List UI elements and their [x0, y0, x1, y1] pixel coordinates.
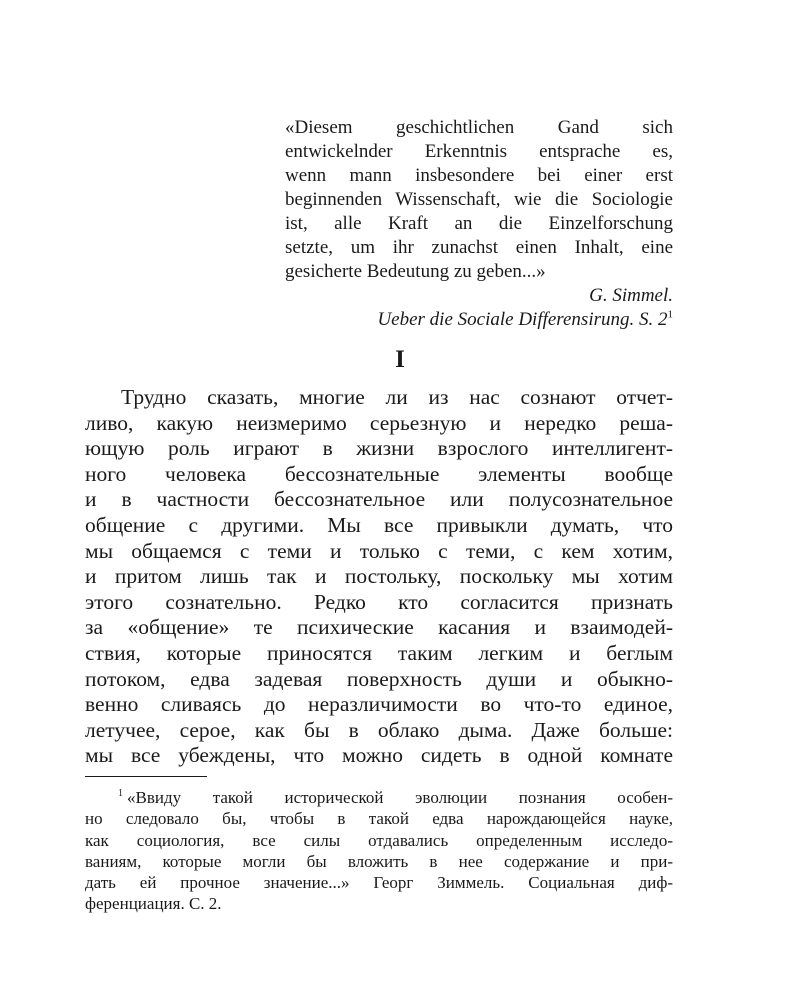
footnote-line: ференциация. С. 2.	[85, 894, 222, 914]
footnote-line	[85, 787, 673, 808]
body-line: общение с другими. Мы все привыкли думать, что	[85, 512, 673, 537]
footnote-separator	[85, 776, 207, 777]
footnote-reference[interactable]: 1	[667, 308, 673, 321]
body-text	[85, 385, 673, 769]
footnote-line: ваниям, которые могли бы вложить в нее содержание и при-	[85, 851, 673, 871]
epigraph-work: Ueber die Sociale Differensirung. S. 2	[377, 309, 668, 330]
epigraph-author: G. Simmel.	[589, 285, 673, 306]
epigraph-line: setzte, um ihr zunachst einen Inhalt, eine	[285, 237, 673, 258]
body-line: Трудно сказать, многие ли из нас сознают отчет-	[121, 385, 673, 409]
body-line: ствия, которые приносятся таким легким и беглым	[85, 640, 673, 665]
epigraph-source	[285, 308, 673, 332]
footnote-line: дать ей прочное значение...» Георг Зиммель. Социальная диф-	[85, 873, 673, 893]
body-line: и притом лишь так и постольку, поскольку мы хотим	[85, 564, 673, 589]
epigraph-line: «Diesem geschichtlichen Gand sich	[285, 117, 673, 138]
epigraph	[285, 116, 673, 332]
epigraph-line: gesicherte Bedeutung zu geben...»	[285, 261, 546, 282]
body-line: мы общаемся с теми и только с теми, с кем хотим,	[85, 538, 673, 563]
epigraph-line: entwickelnder Erkenntnis entsprache es,	[285, 141, 673, 162]
body-line: ющую роль играют в жизни взрослого интеллигент-	[85, 436, 673, 461]
body-line: за «общение» те психические касания и взаимодей-	[85, 615, 673, 640]
body-line: мы все убеждены, что можно сидеть в одной комнате	[85, 743, 673, 768]
body-line: летучее, серое, как бы в облако дыма. Даже больше:	[85, 717, 673, 742]
body-line: ного человека бессознательные элементы вообще	[85, 461, 673, 486]
epigraph-line: wenn mann insbesondere bei einer erst	[285, 165, 673, 186]
epigraph-line: ist, alle Kraft an die Einzelforschung	[285, 213, 673, 234]
body-line: ливо, какую неизмеримо серьезную и нередко реша-	[85, 410, 673, 435]
chapter-numeral: I	[395, 346, 405, 373]
body-line: этого сознательно. Редко кто согласится признать	[85, 589, 673, 614]
epigraph-line: beginnenden Wissenschaft, wie die Sociologie	[285, 189, 673, 210]
footnote-text: «Ввиду такой исторической эволюции познания особен-	[127, 788, 673, 807]
body-line: потоком, едва задевая поверхность души и обыкно-	[85, 666, 673, 691]
body-line: венно сливаясь до неразличимости во что-то единое,	[85, 692, 673, 717]
body-line: и в частности бессознательное или полусознательное	[85, 487, 673, 512]
footnote-line: но следовало бы, чтобы в такой едва нарождающейся науке,	[85, 809, 673, 829]
footnote-line: как социология, все силы отдавались определенным исследо-	[85, 830, 673, 850]
footnote	[85, 787, 673, 915]
footnote-marker: 1	[118, 788, 123, 800]
